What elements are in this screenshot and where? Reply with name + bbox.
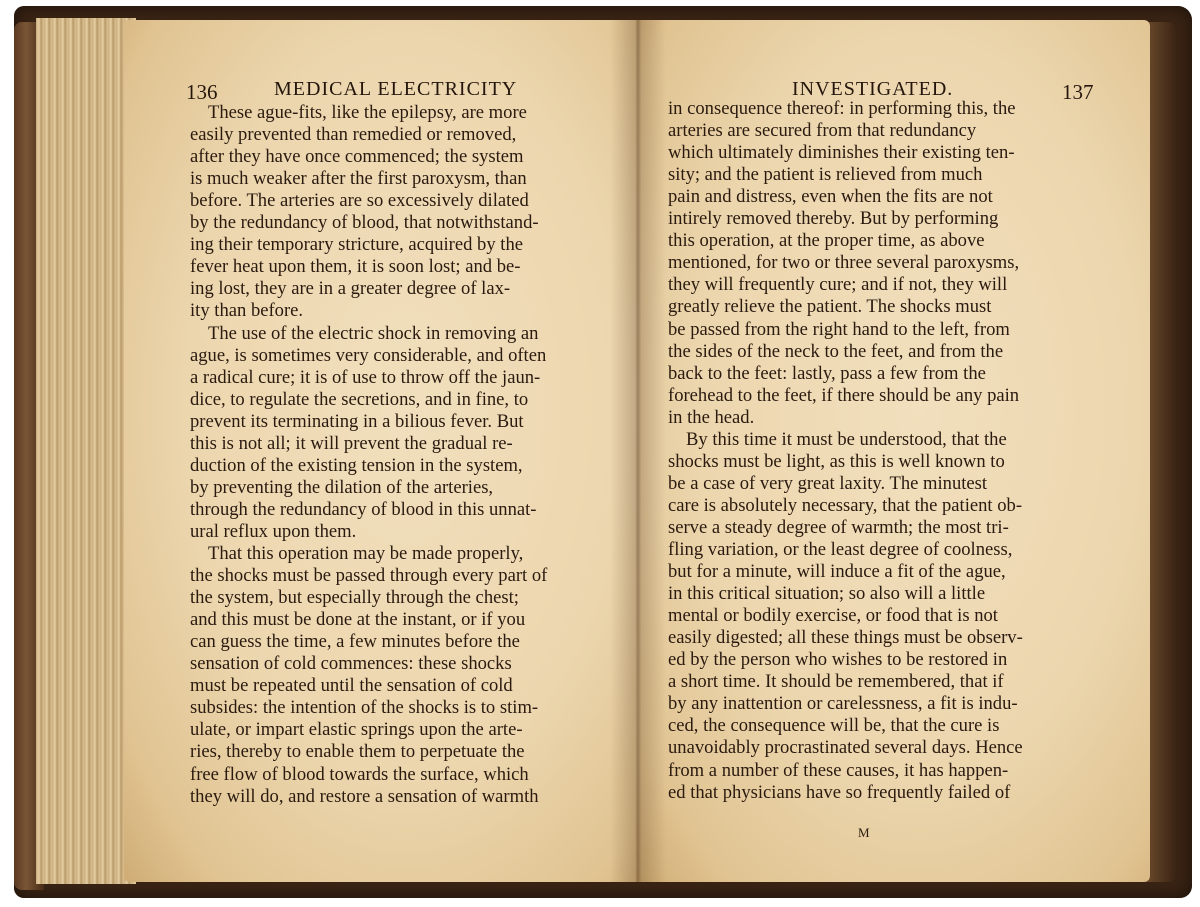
text-line: ing their temporary stricture, acquired by the xyxy=(190,234,524,256)
signature-mark: M xyxy=(858,825,870,840)
text-line: ries, thereby to enable them to perpetuate the xyxy=(190,741,525,763)
right-page-number: 137 xyxy=(1062,80,1094,104)
text-line: dice, to regulate the secretions, and in fine, to xyxy=(190,388,529,410)
left-running-head: MEDICAL ELECTRICITY xyxy=(274,78,518,100)
left-page xyxy=(124,20,636,882)
text-line: back to the feet: lastly, pass a few from the xyxy=(668,362,986,384)
text-line: subsides: the intention of the shocks is to stim- xyxy=(190,697,539,719)
text-line: this is not all; it will prevent the gradual re- xyxy=(190,432,513,454)
text-line: ing lost, they are in a greater degree of lax- xyxy=(190,278,511,300)
text-line: arteries are secured from that redundancy xyxy=(668,120,977,142)
text-line: they will do, and restore a sensation of warmth xyxy=(190,785,539,807)
text-line: a short time. It should be remembered, that if xyxy=(668,671,1004,693)
text-line: this operation, at the proper time, as above xyxy=(668,230,985,252)
text-line: ural reflux upon them. xyxy=(190,520,357,542)
text-line: from a number of these causes, it has happen- xyxy=(668,759,1009,781)
text-line: ulate, or impart elastic springs upon the arte- xyxy=(190,719,523,741)
text-line: serve a steady degree of warmth; the most tri- xyxy=(668,516,1009,538)
text-line: forehead to the feet, if there should be any pain xyxy=(668,384,1020,406)
text-line: pain and distress, even when the fits are not xyxy=(668,186,993,208)
right-page xyxy=(636,20,1150,882)
text-line: they will frequently cure; and if not, they will xyxy=(668,274,1008,296)
text-line: greatly relieve the patient. The shocks must xyxy=(668,296,992,318)
text-line: easily digested; all these things must be observ- xyxy=(668,627,1023,649)
text-line: ity than before. xyxy=(190,300,304,322)
text-line: by any inattention or carelessness, a fit is indu- xyxy=(668,693,1018,715)
text-line: intirely removed thereby. But by performing xyxy=(668,208,999,230)
page-edges xyxy=(36,18,136,884)
text-line: in this critical situation; so also will a little xyxy=(668,583,986,605)
text-line: ague, is sometimes very considerable, and often xyxy=(190,344,547,366)
text-line: duction of the existing tension in the system, xyxy=(190,454,523,476)
text-line: by the redundancy of blood, that notwithstand- xyxy=(190,212,539,234)
text-line: sity; and the patient is relieved from much xyxy=(668,164,983,186)
text-line: ed that physicians have so frequently failed of xyxy=(668,781,1011,803)
text-line: By this time it must be understood, that the xyxy=(686,428,1007,450)
book-right-edge xyxy=(1146,22,1176,882)
text-line: easily prevented than remedied or removed, xyxy=(190,124,517,146)
text-line: the shocks must be passed through every part of xyxy=(190,565,548,587)
text-line: fling variation, or the least degree of coolness, xyxy=(668,539,1013,560)
text-line: sensation of cold commences: these shocks xyxy=(190,653,512,675)
text-line: ced, the consequence will be, that the cure is xyxy=(668,715,1000,737)
text-line: fever heat upon them, it is soon lost; and be- xyxy=(190,256,521,278)
text-line: mental or bodily exercise, or food that is not xyxy=(668,605,998,627)
text-line: ed by the person who wishes to be restored in xyxy=(668,649,1008,671)
text-line: unavoidably procrastinated several days. Hence xyxy=(668,737,1023,759)
text-line: through the redundancy of blood in this unnat- xyxy=(190,498,537,520)
text-line: the sides of the neck to the feet, and from the xyxy=(668,340,1004,362)
text-line: is much weaker after the first paroxysm, than xyxy=(190,168,527,190)
right-running-head: INVESTIGATED. xyxy=(792,78,954,100)
text-line: can guess the time, a few minutes before the xyxy=(190,631,520,653)
text-line: a radical cure; it is of use to throw off the jaun- xyxy=(190,366,541,388)
text-line: care is absolutely necessary, that the patient ob- xyxy=(668,494,1023,516)
left-page-number: 136 xyxy=(186,80,218,104)
text-line: but for a minute, will induce a fit of the ague, xyxy=(668,561,1006,583)
text-line: shocks must be light, as this is well known to xyxy=(668,450,1005,472)
text-line: be passed from the right hand to the left, from xyxy=(668,318,1010,340)
text-line: be a case of very great laxity. The minutest xyxy=(668,472,988,494)
text-line: and this must be done at the instant, or if you xyxy=(190,609,526,631)
text-line: by preventing the dilation of the arteries, xyxy=(190,476,494,498)
text-line: The use of the electric shock in removing an xyxy=(208,322,539,344)
text-line: These ague-fits, like the epilepsy, are more xyxy=(208,102,527,123)
text-line: prevent its terminating in a bilious fever. But xyxy=(190,410,524,432)
text-line: That this operation may be made properly, xyxy=(208,543,524,564)
text-line: free flow of blood towards the surface, which xyxy=(190,763,529,785)
text-line: the system, but especially through the chest; xyxy=(190,587,519,609)
text-line: mentioned, for two or three several paroxysms, xyxy=(668,252,1020,274)
text-line: before. The arteries are so excessively dilated xyxy=(190,190,529,212)
text-line: in the head. xyxy=(668,406,755,428)
text-line: which ultimately diminishes their existing ten- xyxy=(668,142,1015,164)
text-line: after they have once commenced; the system xyxy=(190,146,524,168)
text-line: in consequence thereof: in performing this, the xyxy=(668,98,1016,119)
text-line: must be repeated until the sensation of cold xyxy=(190,675,513,697)
